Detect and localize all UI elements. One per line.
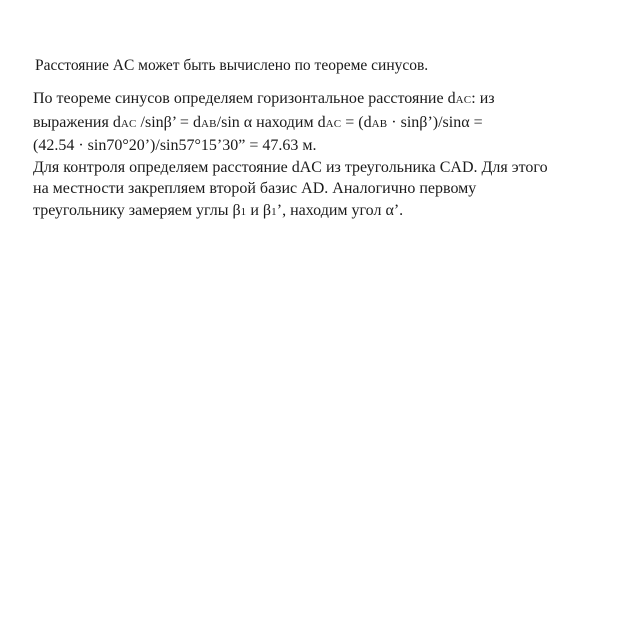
subscript: AC — [455, 94, 472, 106]
subscript: AB — [200, 117, 217, 130]
text-fragment: По теореме синусов определяем горизонтальное расстояние d — [33, 90, 456, 107]
document-body — [33, 88, 623, 223]
body-line-1 — [33, 88, 623, 112]
text-fragment: = (d — [341, 113, 372, 131]
text-fragment: треугольнику замеряем углы β — [33, 201, 241, 219]
document-heading: Расстояние AC может быть вычислено по теореме синусов. — [35, 57, 429, 74]
text-fragment: на местности закрепляем второй базис AD. Аналогично первому — [33, 180, 477, 197]
body-line-5 — [33, 178, 623, 200]
subscript: 1 — [240, 205, 247, 218]
body-line-4 — [33, 157, 623, 179]
text-fragment: и β — [246, 201, 272, 219]
subscript: AB — [371, 117, 388, 130]
text-fragment: Для контроля определяем расстояние dAC из треугольника CAD. Для этого — [33, 158, 548, 176]
subscript: AC — [325, 117, 342, 130]
text-fragment: выражения d — [33, 113, 121, 131]
subscript: AC — [120, 117, 137, 130]
text-fragment: /sinβ’ = d — [136, 113, 201, 131]
text-fragment: ’, находим угол α’. — [276, 201, 404, 219]
text-fragment: (42.54 · sin70°20’)/sin57°15’30” = 47.63 м. — [33, 137, 317, 154]
body-line-6 — [33, 200, 623, 224]
text-fragment: · sinβ’)/sinα = — [387, 113, 483, 131]
text-fragment: : из — [471, 90, 495, 107]
body-line-3 — [33, 135, 623, 157]
body-line-2 — [33, 112, 623, 136]
text-fragment: /sin α находим d — [216, 113, 326, 131]
subscript: 1 — [271, 205, 277, 218]
